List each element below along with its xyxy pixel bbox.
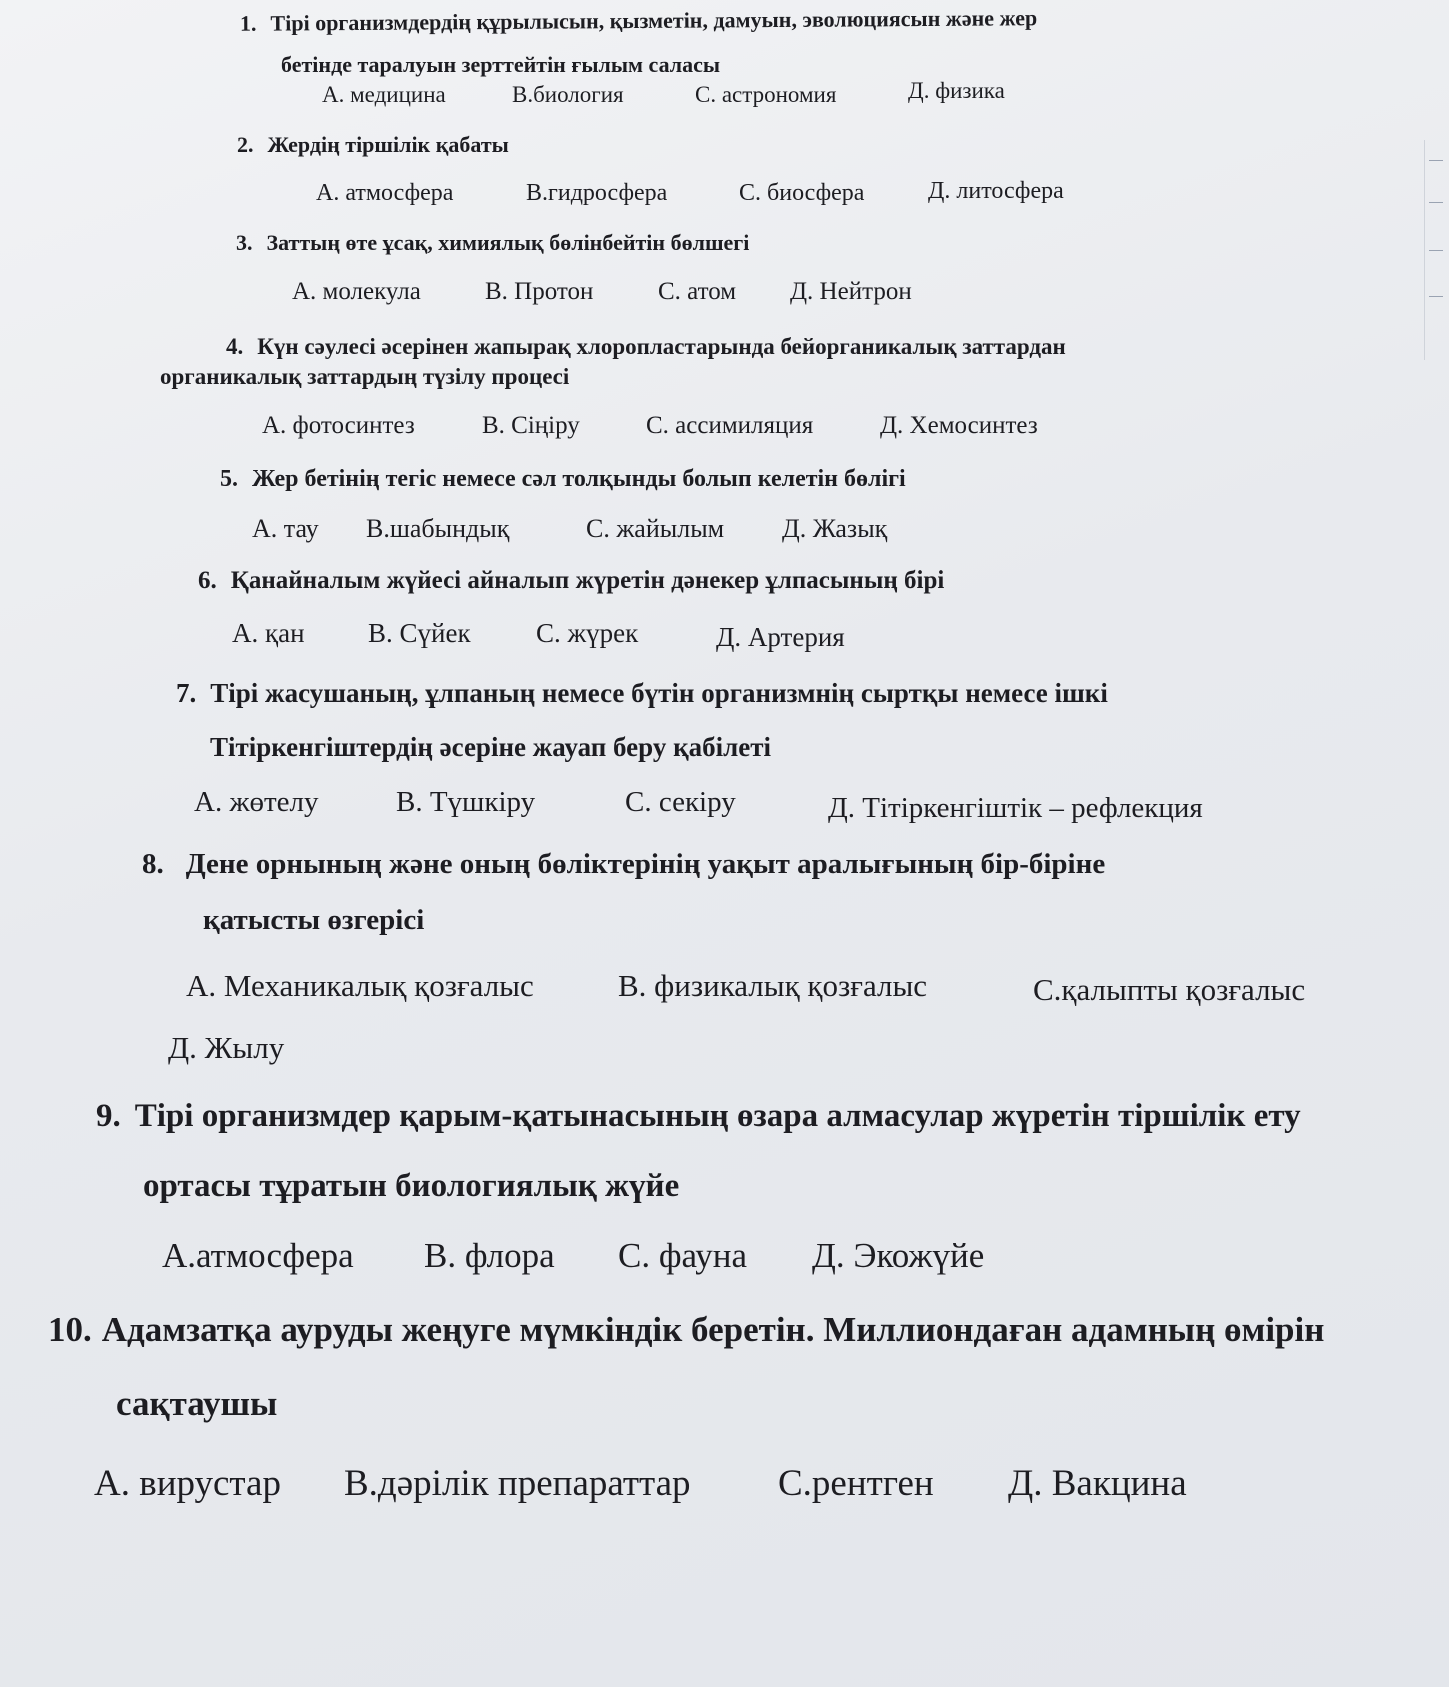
question-7-options bbox=[0, 786, 1449, 826]
option-c: С. жайылым bbox=[586, 514, 725, 543]
option-b: В.биология bbox=[512, 82, 624, 107]
question-10-line-2: сақтаушы bbox=[116, 1384, 278, 1423]
option-a: А. тау bbox=[252, 514, 319, 543]
option-c: С.қалыпты қозғалыс bbox=[1033, 972, 1306, 1007]
edge-mark bbox=[1429, 202, 1443, 203]
question-8-options bbox=[0, 968, 1449, 1010]
question-7-line-2: Тітіркенгіштердің әсеріне жауап беру қабілеті bbox=[210, 732, 772, 762]
option-b: В.шабындық bbox=[366, 514, 510, 543]
question-9-line-2: ортасы тұратын биологиялық жүйе bbox=[143, 1168, 680, 1204]
edge-mark bbox=[1429, 296, 1443, 297]
option-d: Д. Нейтрон bbox=[790, 278, 912, 305]
option-a: А.атмосфера bbox=[162, 1236, 354, 1275]
question-6: 6. Қанайналым жүйесі айналып жүретін дәнекер ұлпасының бірі bbox=[198, 567, 945, 594]
question-9-options bbox=[0, 1236, 1449, 1282]
option-a: А. Механикалық қозғалыс bbox=[186, 968, 534, 1003]
question-4-line-1: 4. Күн сәулесі әсерінен жапырақ хлоропластарында бейорганикалық заттардан bbox=[226, 334, 1066, 359]
edge-mark bbox=[1429, 160, 1443, 161]
option-c: С. биосфера bbox=[739, 180, 865, 206]
option-a: А. медицина bbox=[322, 82, 446, 107]
option-d: Д. Вакцина bbox=[1008, 1463, 1187, 1504]
question-1-line-2: бетінде таралуын зерттейтін ғылым саласы bbox=[281, 52, 721, 77]
question-1-options bbox=[0, 78, 1449, 112]
option-b: В. Сүйек bbox=[368, 618, 471, 648]
question-4-line-2: органикалық заттардың түзілу процесі bbox=[160, 364, 570, 389]
question-9-line-1: 9. Тірі организмдер қарым-қатынасының өзара алмасулар жүретін тіршілік ету bbox=[96, 1098, 1301, 1134]
option-d: Д. Артерия bbox=[716, 622, 845, 652]
question-5: 5. Жер бетінің тегіс немесе сәл толқынды болып келетін бөлігі bbox=[220, 466, 906, 492]
option-a: А. вирустар bbox=[94, 1463, 281, 1504]
option-d: Д. Тітіркенгіштік – рефлекция bbox=[828, 792, 1203, 824]
option-d: Д. Хемосинтез bbox=[880, 412, 1038, 439]
option-a: А. атмосфера bbox=[316, 180, 454, 206]
question-7-line-1: 7. Тірі жасушаның, ұлпаның немесе бүтін организмнің сыртқы немесе ішкі bbox=[176, 678, 1108, 708]
option-b: В.гидросфера bbox=[526, 180, 668, 206]
option-d: Д. Экожүйе bbox=[812, 1236, 985, 1275]
option-a: А. фотосинтез bbox=[262, 412, 415, 439]
option-c: С. фауна bbox=[618, 1236, 748, 1275]
question-10-options bbox=[0, 1462, 1449, 1510]
option-b: В. Түшкіру bbox=[396, 786, 536, 818]
option-c: С.рентген bbox=[778, 1463, 934, 1504]
question-10-line-1: 10. Адамзатқа ауруды жеңуге мүмкіндік беретін. Миллиондаған адамның өмірін bbox=[48, 1310, 1325, 1349]
option-b: В. Протон bbox=[485, 278, 594, 305]
question-2: 2. Жердің тіршілік қабаты bbox=[237, 132, 509, 157]
option-a: А. жөтелу bbox=[194, 786, 319, 818]
question-8-option-d: Д. Жылу bbox=[168, 1030, 285, 1065]
edge-mark bbox=[1429, 250, 1443, 251]
option-d: Д. литосфера bbox=[928, 178, 1064, 204]
question-8-line-2: қатысты өзгерісі bbox=[203, 904, 425, 936]
option-b: В. флора bbox=[424, 1236, 555, 1275]
question-8-line-1: 8. Дене орнының және оның бөліктерінің уақыт аралығының бір-біріне bbox=[142, 848, 1106, 880]
question-6-options bbox=[0, 618, 1449, 654]
option-b: В.дәрілік препараттар bbox=[344, 1463, 691, 1504]
question-3-options bbox=[0, 278, 1449, 310]
option-c: С. астрономия bbox=[695, 82, 837, 107]
option-c: С. секіру bbox=[625, 786, 736, 818]
option-b: В. физикалық қозғалыс bbox=[618, 968, 928, 1003]
question-1-line-1: 1. Тірі организмдердің құрылысын, қызметін, дамуын, эволюциясын және жер bbox=[239, 5, 1038, 36]
option-b: В. Сіңіру bbox=[482, 412, 580, 439]
option-c: С. ассимиляция bbox=[646, 412, 814, 439]
option-c: С. жүрек bbox=[536, 618, 639, 648]
option-c: С. атом bbox=[658, 278, 737, 305]
option-a: А. молекула bbox=[292, 278, 421, 305]
question-5-options bbox=[0, 514, 1449, 548]
question-4-options bbox=[0, 412, 1449, 446]
page-edge bbox=[1424, 140, 1449, 360]
option-d: Д. Жазық bbox=[782, 514, 888, 543]
question-3: 3. Заттың өте ұсақ, химиялық бөлінбейтін бөлшегі bbox=[236, 230, 750, 255]
option-a: А. қан bbox=[232, 618, 305, 648]
question-2-options bbox=[0, 180, 1449, 212]
option-d: Д. физика bbox=[908, 78, 1005, 103]
